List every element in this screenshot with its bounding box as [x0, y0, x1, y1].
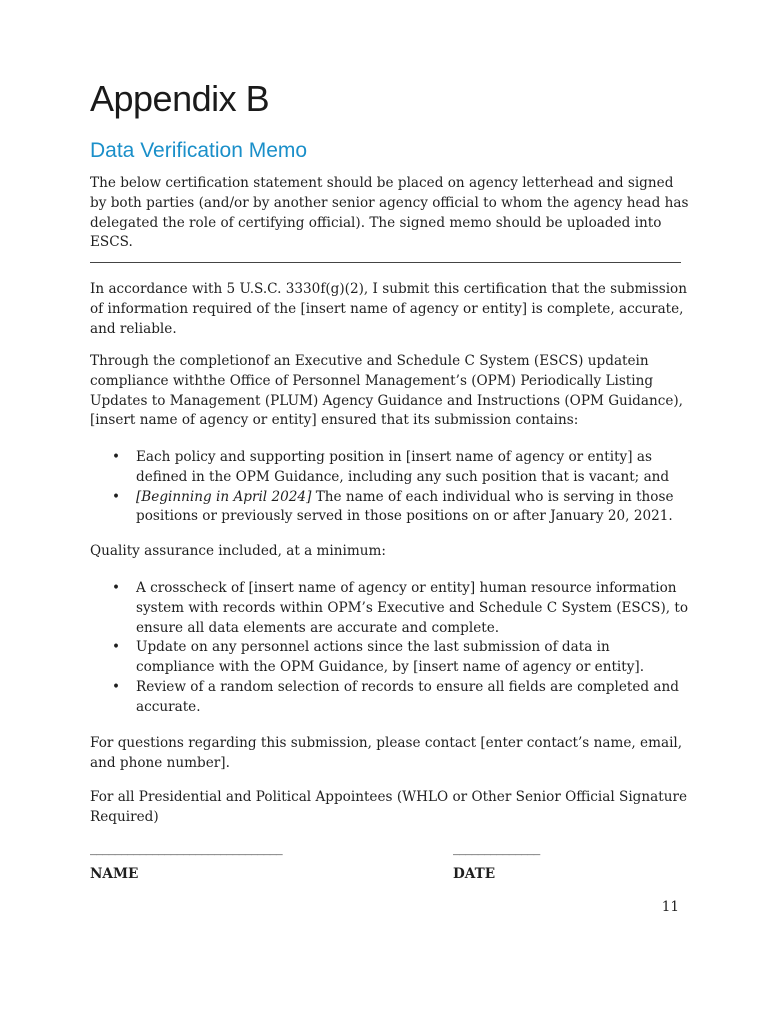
- list-item: [90, 678, 690, 718]
- section-divider: [90, 262, 681, 263]
- list-item-text: A crosscheck of [insert name of agency or entity] human resource information system with records within OPM’s Executive and Schedule C System (ESCS), to ensure all data elements are accurate and complete.: [136, 580, 689, 636]
- submission-contents-list: [90, 448, 690, 527]
- list-item: [90, 448, 690, 488]
- bullet-icon: •: [112, 580, 121, 596]
- bullet-icon: •: [112, 678, 121, 695]
- list-item-text: The name of each individual who is serving in those positions or previously served in those positions on or after January 20, 2021.: [136, 488, 674, 525]
- completion-paragraph: Through the completionof an Executive and Schedule C System (ESCS) updatein compliance withthe Office of Personnel Management’s (OPM) Periodically Listing Updates to Management (PLUM) Agency Guidance and Instructions (OPM Guidance), [insert name of agency or entity] ensured that its submission contains:: [90, 353, 684, 429]
- name-label: NAME: [90, 866, 139, 882]
- list-item: [90, 579, 690, 638]
- page-number: 11: [661, 899, 679, 915]
- name-signature-line: _______________________________: [90, 840, 283, 856]
- list-item-text: Review of a random selection of records to ensure all fields are completed and accurate.: [136, 678, 679, 715]
- bullet-icon: •: [112, 639, 121, 656]
- appendix-title: Appendix B: [90, 78, 270, 119]
- quality-assurance-list: [90, 579, 690, 718]
- memo-heading: Data Verification Memo: [90, 139, 308, 162]
- date-signature-line: ______________: [453, 840, 540, 856]
- list-item-prefix: [Beginning in April 2024]: [136, 488, 312, 505]
- presidential-paragraph: For all Presidential and Political Appointees (WHLO or Other Senior Official Signature Required): [90, 789, 688, 825]
- list-item: [90, 488, 690, 528]
- quality-assurance-paragraph: Quality assurance included, at a minimum:: [90, 543, 386, 559]
- bullet-icon: •: [112, 488, 121, 505]
- certification-paragraph: In accordance with 5 U.S.C. 3330f(g)(2), I submit this certification that the submission of information required of the [insert name of agency or entity] is complete, accurate, and reliable.: [90, 281, 687, 337]
- list-item-text: Each policy and supporting position in [insert name of agency or entity] as defined in the OPM Guidance, including any such position that is vacant; and: [136, 449, 670, 485]
- list-item: [90, 638, 690, 678]
- date-label: DATE: [453, 866, 496, 882]
- intro-paragraph: The below certification statement should be placed on agency letterhead and signed by both parties (and/or by another senior agency official to whom the agency head has delegated the role of certifying official). The signed memo should be uploaded into ESCS.: [90, 175, 689, 251]
- list-item-text: Update on any personnel actions since the last submission of data in compliance with the OPM Guidance, by [insert name of agency or entity].: [136, 639, 645, 676]
- questions-paragraph: For questions regarding this submission, please contact [enter contact’s name, email, and phone number].: [90, 735, 683, 771]
- bullet-icon: •: [112, 449, 121, 465]
